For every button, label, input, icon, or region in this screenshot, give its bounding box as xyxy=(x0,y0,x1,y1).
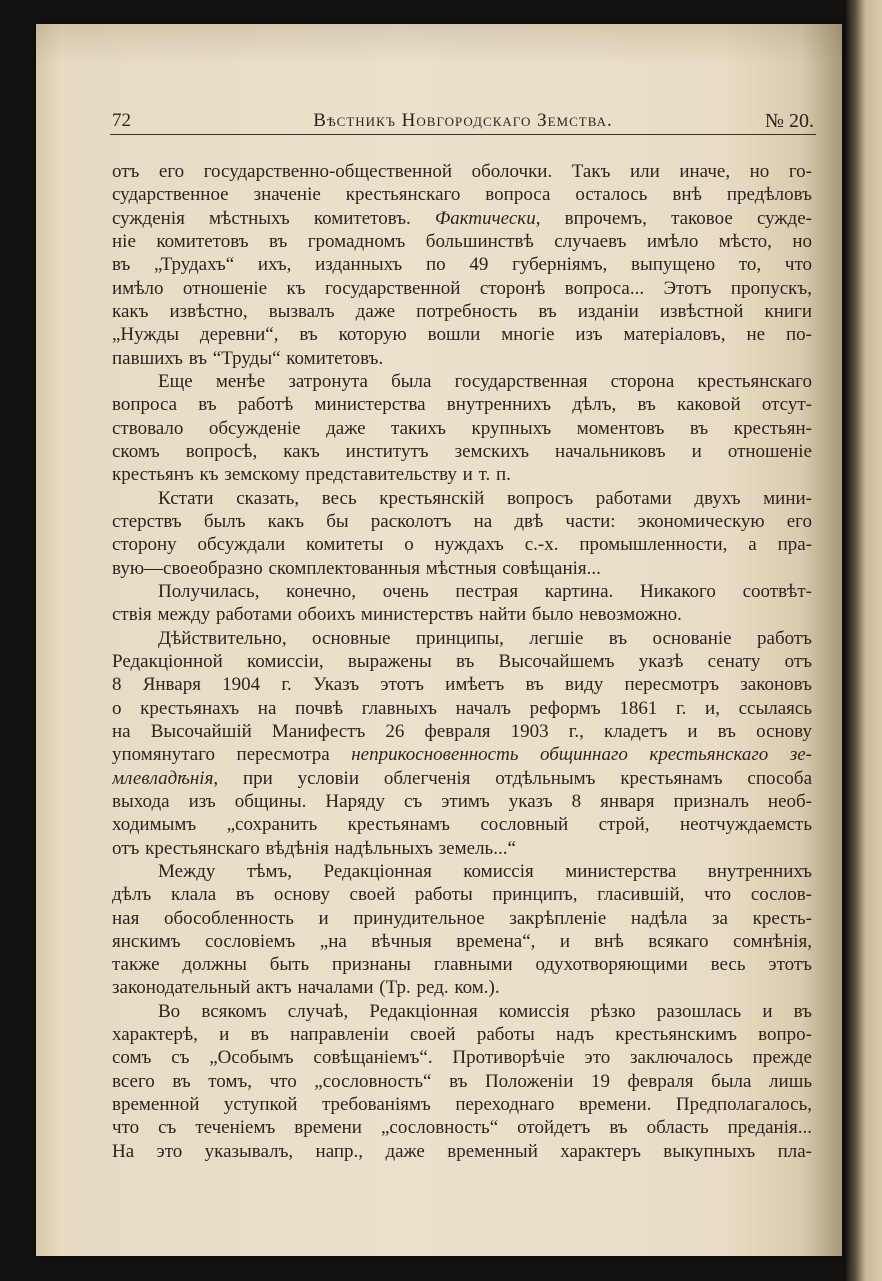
text-line: отъ его государственно-общественной оболочки. Такъ или иначе, но го- xyxy=(112,161,812,182)
text-line: дѣлъ клала въ основу своей работы принципъ, гласившій, что сослов- xyxy=(112,884,812,906)
page-shade xyxy=(36,24,842,64)
header-rule xyxy=(110,134,816,135)
text-line: отъ крестьянскаго вѣдѣнія надѣльныхъ земель...“ xyxy=(112,837,516,859)
text-line: стерствъ былъ какъ бы расколотъ на двѣ части: экономическую его xyxy=(112,510,812,532)
text-segment: сужденія мѣстныхъ комитетовъ. xyxy=(112,207,435,229)
emphasis-text: Фактически xyxy=(434,207,536,229)
text-line: На это указывалъ, напр., даже временный характеръ выкупныхъ пла- xyxy=(112,1140,812,1162)
text-line: крестьянъ къ земскому представительству и т. п. xyxy=(112,464,511,486)
page-number: 72 xyxy=(112,110,131,131)
text-line: также должны быть признаны главными одухотворяющими весь этотъ xyxy=(112,954,812,976)
text-line: въ „Трудахъ“ ихъ, изданныхъ по 49 губерніямъ, выпущено то, что xyxy=(112,254,812,276)
text-line: Редакціонной комиссіи, выражены въ Высочайшемъ указѣ сенату отъ xyxy=(112,650,812,672)
text-line xyxy=(112,743,812,766)
text-line: законодательный актъ началами (Тр. ред. ком.). xyxy=(112,977,500,999)
text-line: ніе комитетовъ въ громадномъ большинствѣ случаевъ имѣло мѣсто, но xyxy=(112,230,812,252)
running-header xyxy=(112,109,814,133)
text-line: „Нужды деревни“, въ которую вошли многіе изъ матеріаловъ, не по- xyxy=(112,324,812,346)
text-line: янскимъ сословіемъ „на вѣчныя времена“, и внѣ всякаго сомнѣнія, xyxy=(112,930,812,952)
text-line: временной уступкой требованіямъ переходнаго времени. Предполагалось, xyxy=(112,1094,812,1116)
issue-number: № 20. xyxy=(764,110,814,132)
text-segment: , впрочемъ, таковое сужде- xyxy=(535,207,812,229)
paragraph-start-line: Получилась, конечно, очень пестрая картина. Никакого соотвѣт- xyxy=(158,580,812,602)
text-line xyxy=(112,767,812,790)
text-line: павшихъ въ “Труды“ комитетовъ. xyxy=(112,347,384,369)
text-line: ходимымъ „сохранить крестьянамъ сословный строй, неотчуждаемсть xyxy=(112,814,812,836)
text-line: какъ извѣстно, вызвалъ даже потребность въ изданіи извѣстной книги xyxy=(112,300,812,322)
text-line: ная обособленность и принудительное закрѣпленіе надѣла за кресть- xyxy=(112,907,812,929)
adjacent-page-edge xyxy=(846,0,882,1281)
paragraph-start-line: Кстати сказать, весь крестьянскій вопросъ работами двухъ мини- xyxy=(158,487,812,509)
text-line: о крестьянахъ на почвѣ главныхъ началъ реформъ 1861 г. и, ссылаясь xyxy=(112,697,812,719)
text-line xyxy=(112,207,812,230)
body-text xyxy=(112,160,812,1163)
paragraph-start-line: Между тѣмъ, Редакціонная комиссія министерства внутреннихъ xyxy=(158,860,812,882)
text-line: всего въ томъ, что „сословность“ въ Положеніи 19 февраля была лишь xyxy=(112,1070,812,1092)
text-segment: упомянутаго пересмотра xyxy=(112,744,352,766)
text-line: что съ теченіемъ времени „сословность“ отойдетъ въ область преданія... xyxy=(112,1117,812,1139)
text-line: выхода изъ общины. Наряду съ этимъ указъ 8 января призналъ необ- xyxy=(112,790,812,812)
text-segment: , при условіи облегченія отдѣльнымъ крестьянамъ способа xyxy=(213,767,812,789)
text-line: характерѣ, и въ направленіи своей работы надъ крестьянскимъ вопро- xyxy=(112,1024,812,1046)
text-line: вопроса въ работѣ министерства внутреннихъ дѣлъ, въ каковой отсут- xyxy=(112,394,812,416)
journal-title: Вѣстникъ Новгородскаго Земства. xyxy=(313,110,613,131)
text-line: ствія между работами обоихъ министерствъ найти было невозможно. xyxy=(112,604,682,626)
emphasis-text: неприкосновенность общиннаго крестьянскаго зе- xyxy=(351,744,812,766)
emphasis-text: млевладѣнія xyxy=(112,767,214,789)
paragraph-start-line: Еще менѣе затронута была государственная сторона крестьянскаго xyxy=(158,370,812,392)
text-line: 8 Января 1904 г. Указъ этотъ имѣетъ въ виду пересмотръ законовъ xyxy=(112,674,812,696)
text-line: сомъ съ „Особымъ совѣщаніемъ“. Противорѣчіе это заключалось прежде xyxy=(112,1047,812,1069)
paragraph-start-line: Во всякомъ случаѣ, Редакціонная комиссія рѣзко разошлась и въ xyxy=(158,1000,812,1022)
text-line: скомъ вопросѣ, какъ институтъ земскихъ начальниковъ и отношеніе xyxy=(112,440,812,462)
text-line: на Высочайшій Манифестъ 26 февраля 1903 г., кладетъ и въ основу xyxy=(112,720,812,742)
text-line: имѣло отношеніе къ государственной сторонѣ вопроса... Этотъ пропускъ, xyxy=(112,277,812,299)
text-line: вую—своеобразно скомплектованныя мѣстныя совѣщанія... xyxy=(112,557,601,579)
text-line: ствовало обсужденіе даже такихъ крупныхъ моментовъ въ крестьян- xyxy=(112,417,812,439)
paragraph-start-line: Дѣйствительно, основные принципы, легшіе въ основаніе работъ xyxy=(158,627,812,649)
text-line: сударственное значеніе крестьянскаго вопроса осталось внѣ предѣловъ xyxy=(112,184,812,206)
text-line: сторону обсуждали комитеты о нуждахъ с.-х. промышленности, а пра- xyxy=(112,534,812,556)
